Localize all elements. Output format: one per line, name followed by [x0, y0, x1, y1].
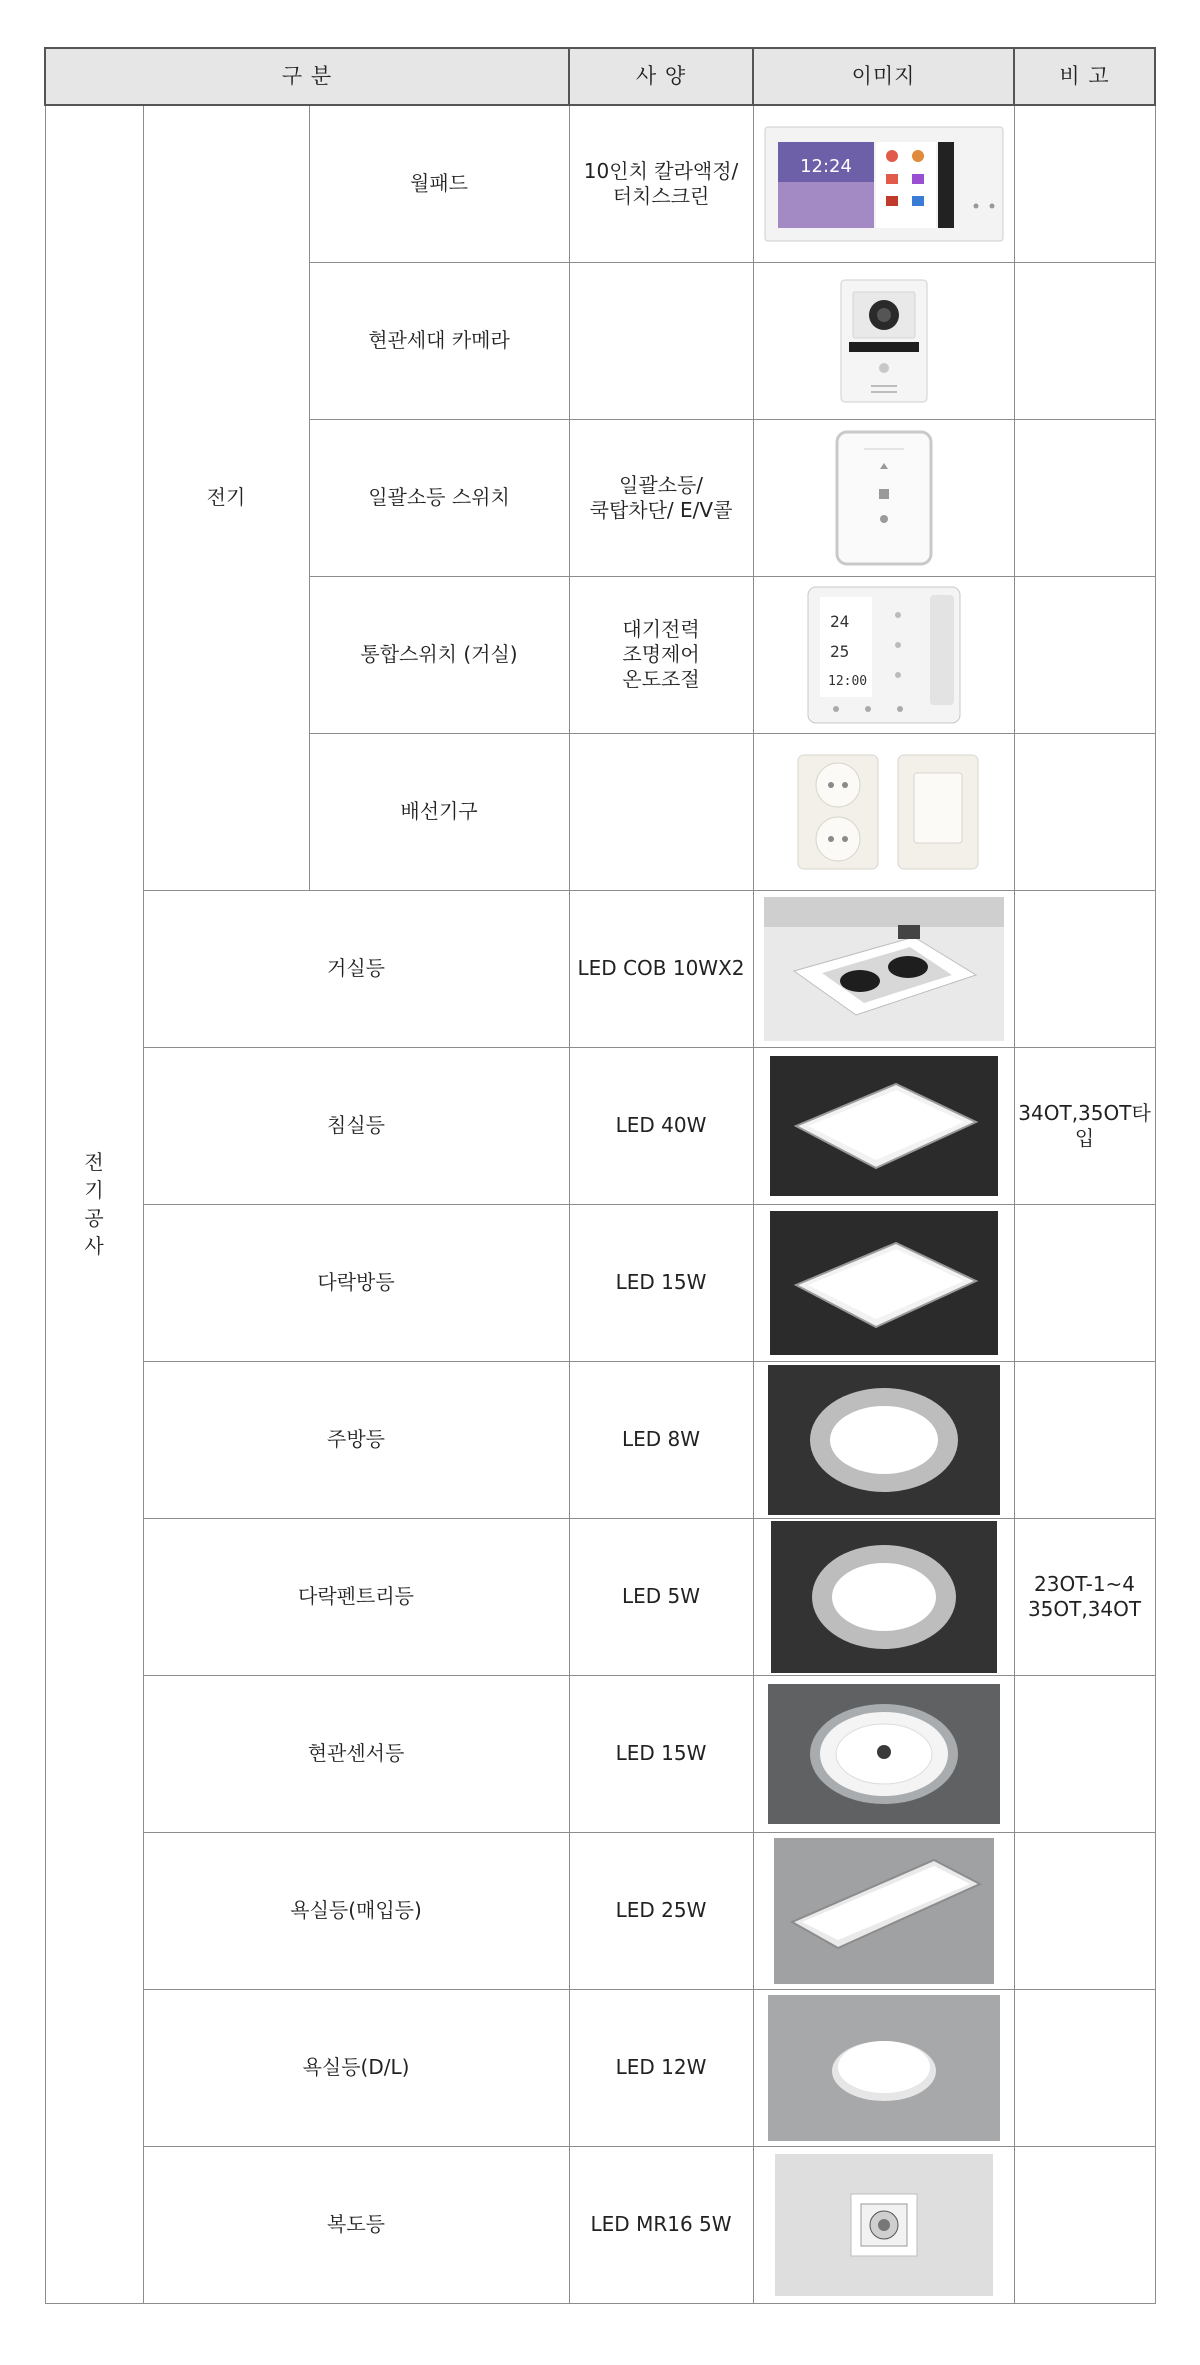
- table-row: [45, 1047, 1155, 1204]
- section-label-char: 공: [84, 1206, 104, 1231]
- item-name: 일괄소등 스위치: [309, 419, 569, 576]
- item-note: [1014, 890, 1155, 1047]
- item-image: [753, 1675, 1014, 1832]
- item-spec: [569, 1047, 753, 1204]
- item-spec: [569, 1204, 753, 1361]
- item-note: [1014, 1675, 1155, 1832]
- item-spec: [569, 1518, 753, 1675]
- item-name: 침실등: [143, 1047, 569, 1204]
- item-note: [1014, 1518, 1155, 1675]
- item-note: [1014, 1361, 1155, 1518]
- header-spec: 사 양: [569, 48, 753, 105]
- item-note: [1014, 419, 1155, 576]
- spec-line: 대기전력: [622, 617, 700, 641]
- wallpad-time: 12:24: [799, 155, 852, 177]
- item-name: 주방등: [143, 1361, 569, 1518]
- item-spec: [569, 1832, 753, 1989]
- section-label: [45, 105, 143, 2303]
- spec-line: 온도조절: [622, 667, 700, 691]
- spec-line: 10인치 칼라액정/: [583, 158, 739, 183]
- sensor-light-icon: [768, 1684, 1000, 1824]
- item-spec: [569, 1361, 753, 1518]
- item-image: [753, 1989, 1014, 2146]
- item-image: [753, 419, 1014, 576]
- item-name: 복도등: [143, 2146, 569, 2303]
- switch-temp-1: 24: [829, 611, 849, 631]
- section-label-char: 전: [84, 1150, 104, 1175]
- spec-line: LED 12W: [615, 2055, 707, 2079]
- header-note: 비 고: [1014, 48, 1155, 105]
- item-name: 거실등: [143, 890, 569, 1047]
- section-label-char: 기: [84, 1178, 104, 1203]
- item-spec: [569, 890, 753, 1047]
- item-note: [1014, 105, 1155, 262]
- spec-line: LED 8W: [622, 1427, 701, 1451]
- spec-line: LED 25W: [615, 1898, 707, 1922]
- header-image: 이미지: [753, 48, 1014, 105]
- group-label: 전기: [143, 105, 309, 890]
- item-spec: [569, 1989, 753, 2146]
- item-note: [1014, 1047, 1155, 1204]
- switch-clock: 12:00: [827, 673, 867, 689]
- item-image: [753, 733, 1014, 890]
- item-spec: [569, 576, 753, 733]
- item-spec: [569, 262, 753, 419]
- table-row: [45, 105, 1155, 262]
- spec-line: 조명제어: [622, 642, 700, 666]
- spec-line: 터치스크린: [612, 183, 710, 208]
- equipment-spec-table: [44, 47, 1156, 2304]
- note-line: 35OT,34OT: [1027, 1596, 1142, 1621]
- item-spec: [569, 1675, 753, 1832]
- item-name: 욕실등(D/L): [143, 1989, 569, 2146]
- item-spec: [569, 733, 753, 890]
- integrated-switch-icon: [806, 585, 962, 725]
- bath-panel-icon: [774, 1838, 994, 1984]
- table-row: [45, 1204, 1155, 1361]
- item-spec: [569, 105, 753, 262]
- double-downlight-icon: [764, 897, 1004, 1041]
- item-note: [1014, 1989, 1155, 2146]
- round-light-icon: [771, 1521, 997, 1673]
- item-note: [1014, 262, 1155, 419]
- spec-line: LED 15W: [615, 1741, 707, 1765]
- item-image: [753, 262, 1014, 419]
- spec-line: LED 5W: [622, 1584, 701, 1608]
- master-switch-icon: [834, 429, 934, 567]
- spec-line: LED MR16 5W: [590, 2212, 732, 2236]
- spec-line: LED 40W: [615, 1113, 707, 1137]
- item-image: [753, 2146, 1014, 2303]
- item-image: [753, 890, 1014, 1047]
- note-line: 34OT,35OT타입: [1018, 1100, 1151, 1150]
- item-name: 현관세대 카메라: [309, 262, 569, 419]
- item-image: [753, 1518, 1014, 1675]
- table-row: [45, 1832, 1155, 1989]
- item-name: 월패드: [309, 105, 569, 262]
- item-image: [753, 1361, 1014, 1518]
- switch-temp-2: 25: [829, 641, 849, 661]
- item-image: [753, 576, 1014, 733]
- note-line: 23OT-1~4: [1034, 1571, 1136, 1596]
- table-row: [45, 1361, 1155, 1518]
- item-note: [1014, 1204, 1155, 1361]
- item-note: [1014, 576, 1155, 733]
- outlet-switch-icon: [784, 749, 984, 875]
- door-camera-icon: [839, 278, 929, 404]
- spec-line: 일괄소등/: [619, 472, 704, 497]
- item-name: 통합스위치 (거실): [309, 576, 569, 733]
- item-name: 다락펜트리등: [143, 1518, 569, 1675]
- table-row: [45, 1518, 1155, 1675]
- item-name: 다락방등: [143, 1204, 569, 1361]
- item-image: [753, 1204, 1014, 1361]
- spec-line: LED COB 10WX2: [577, 956, 745, 980]
- item-image: [753, 1047, 1014, 1204]
- mr16-light-icon: [775, 2154, 993, 2296]
- item-name: 현관센서등: [143, 1675, 569, 1832]
- item-spec: [569, 419, 753, 576]
- item-note: [1014, 1832, 1155, 1989]
- item-image: [753, 1832, 1014, 1989]
- table-row: [45, 2146, 1155, 2303]
- panel-light-icon: [770, 1056, 998, 1196]
- panel-light-icon: [770, 1211, 998, 1355]
- item-note: [1014, 733, 1155, 890]
- table-row: [45, 1989, 1155, 2146]
- bath-downlight-icon: [768, 1995, 1000, 2141]
- header-category: 구 분: [45, 48, 569, 105]
- section-label-char: 사: [84, 1234, 104, 1259]
- wallpad-icon: [764, 126, 1004, 242]
- item-name: 배선기구: [309, 733, 569, 890]
- item-note: [1014, 2146, 1155, 2303]
- item-image: [753, 105, 1014, 262]
- header-row: [45, 48, 1155, 105]
- table-row: [45, 890, 1155, 1047]
- spec-line: LED 15W: [615, 1270, 707, 1294]
- round-light-icon: [768, 1365, 1000, 1515]
- table-row: [45, 1675, 1155, 1832]
- item-name: 욕실등(매입등): [143, 1832, 569, 1989]
- item-spec: [569, 2146, 753, 2303]
- spec-line: 쿡탑차단/ E/V콜: [589, 497, 733, 522]
